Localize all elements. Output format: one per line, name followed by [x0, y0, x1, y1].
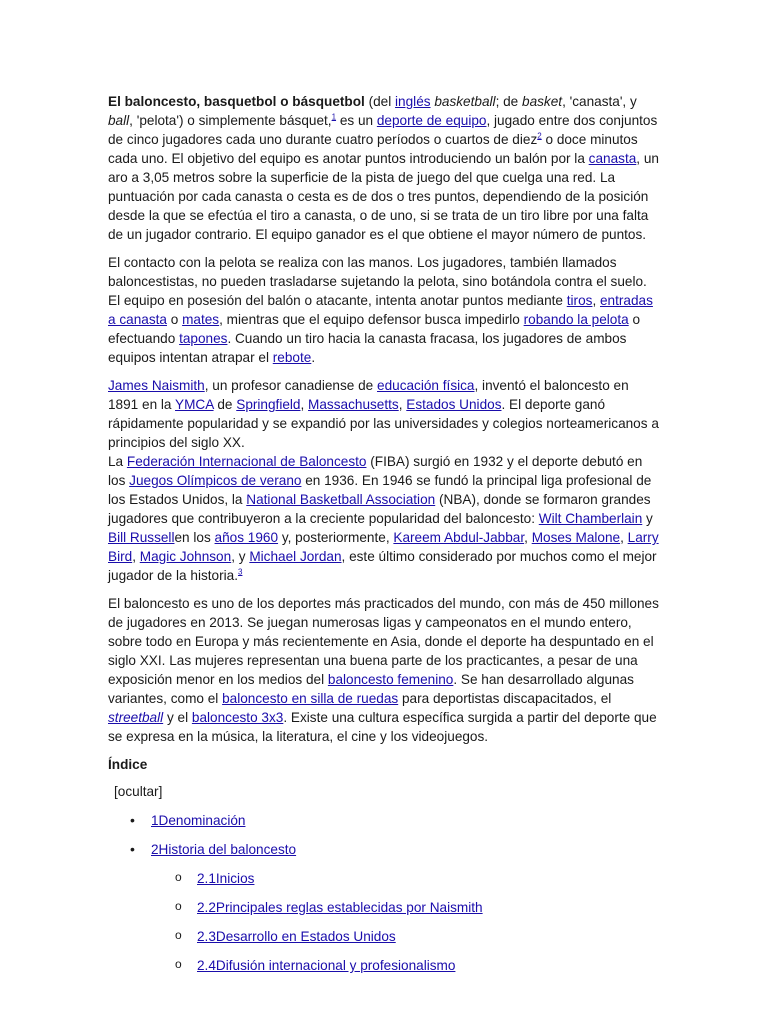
- link-tapones[interactable]: tapones: [179, 331, 228, 346]
- toc-link-inicios[interactable]: 2.1Inicios: [197, 871, 255, 886]
- footnote-3[interactable]: 3: [237, 567, 243, 577]
- toc-subitem: [151, 869, 660, 888]
- toc-hide-toggle[interactable]: [ocultar]: [114, 784, 163, 799]
- link-james-naismith[interactable]: James Naismith: [108, 378, 205, 393]
- link-wilt-chamberlain[interactable]: Wilt Chamberlain: [538, 511, 643, 526]
- link-magic-johnson[interactable]: Magic Johnson: [139, 549, 232, 564]
- link-mates[interactable]: mates: [182, 312, 220, 327]
- toc-title: Índice: [108, 757, 148, 772]
- link-baloncesto-3x3[interactable]: baloncesto 3x3: [191, 710, 284, 725]
- history-paragraph: James Naismith, un profesor canadiense de educación física, inventó el baloncesto en 1891 en la YMCA de Springfield, Massachusetts, Estados Unidos. El deporte ganó rápidamente popularidad y se expandió por las universidades y colegios norteamericanos a principios del siglo XX. La Federación Internacional de Baloncesto (FIBA) surgió en 1932 y el deporte debutó en los Juegos Olímpicos de verano en 1936. En 1946 se fundó la principal liga profesional de los Estados Unidos, la National Basketball Association (NBA), donde se formaron grandes jugadores que contribuyeron a la creciente popularidad del baloncesto: Wilt Chamberlain y Bill Russellen los años 1960 y, posteriormente, Kareem Abdul-Jabbar, Moses Malone, Larry Bird, Magic Johnson, y Michael Jordan, este último considerado por muchos como el mejor jugador de la historia.$^3$: [108, 378, 659, 583]
- link-robando-la-pelota[interactable]: robando la pelota: [523, 312, 629, 327]
- link-rebote[interactable]: rebote: [272, 350, 312, 365]
- link-massachusetts[interactable]: Massachusetts: [308, 397, 399, 412]
- article-body: [108, 92, 660, 985]
- link-ymca[interactable]: YMCA: [175, 397, 214, 412]
- link-tiros[interactable]: tiros: [566, 293, 593, 308]
- toc-sublist: [151, 869, 660, 975]
- rules-paragraph: El contacto con la pelota se realiza con las manos. Los jugadores, también llamados baloncestistas, no pueden trasladarse sujetando la pelota, sino botándola contra el suelo. El equipo en posesión del balón o atacante, intenta anotar puntos mediante tiros, entradas a canasta o mates, mientras que el equipo defensor busca impedirlo robando la pelota o efectuando tapones. Cuando un tiro hacia la canasta fracasa, los jugadores de ambos equipos intentan atrapar el rebote.: [108, 255, 653, 365]
- link-michael-jordan[interactable]: Michael Jordan: [249, 549, 342, 564]
- link-juegos-olimpicos[interactable]: Juegos Olímpicos de verano: [129, 473, 302, 488]
- link-nba[interactable]: National Basketball Association: [246, 492, 436, 507]
- link-estados-unidos[interactable]: Estados Unidos: [406, 397, 502, 412]
- popularity-paragraph: El baloncesto es uno de los deportes más practicados del mundo, con más de 450 millones de jugadores en 2013. Se juegan numerosas ligas y campeonatos en el mundo entero, sobre todo en Europa y más recientemente en Asia, donde el deporte ha despuntado en el siglo XXI. Las mujeres representan una buena parte de los practicantes, a pesar de una exposición menor en los medios del baloncesto femenino. Se han desarrollado algunas variantes, como el baloncesto en silla de ruedas para deportistas discapacitados, el streetball y el baloncesto 3x3. Existe una cultura específica surgida a partir del deporte que se expresa en la música, la literatura, el cine y los videojuegos.: [108, 596, 659, 744]
- link-fiba[interactable]: Federación Internacional de Baloncesto: [126, 454, 367, 469]
- link-canasta[interactable]: canasta: [588, 151, 637, 166]
- toc-subitem: [151, 956, 660, 975]
- link-springfield[interactable]: Springfield: [236, 397, 301, 412]
- toc-item: [108, 840, 660, 975]
- link-baloncesto-femenino[interactable]: baloncesto femenino: [327, 672, 454, 687]
- link-deporte-de-equipo[interactable]: deporte de equipo: [376, 113, 487, 128]
- toc-subitem: [151, 898, 660, 917]
- link-kareem-abdul-jabbar[interactable]: Kareem Abdul-Jabbar: [393, 530, 525, 545]
- link-moses-malone[interactable]: Moses Malone: [531, 530, 621, 545]
- term-bold: El baloncesto, basquetbol o básquetbol: [108, 94, 365, 109]
- footnote-1[interactable]: 1: [331, 112, 337, 122]
- link-educacion-fisica[interactable]: educación física: [377, 378, 475, 393]
- link-bill-russell[interactable]: Bill Russell: [108, 530, 175, 545]
- link-streetball[interactable]: streetball: [108, 710, 164, 725]
- footnote-2[interactable]: 2: [537, 131, 542, 141]
- toc-link-desarrollo[interactable]: 2.3Desarrollo en Estados Unidos: [197, 929, 396, 944]
- toc-link-reglas[interactable]: 2.2Principales reglas establecidas por Naismith: [197, 900, 483, 915]
- intro-paragraph: El baloncesto, basquetbol o básquetbol (del inglés basketball; de basket, 'canasta', y ball, 'pelota') o simplemente básquet,$^1$ es un deporte de equipo, jugado entre dos conjuntos de cinco jugadores cada uno durante cuatro períodos o cuartos de diez$^2$ o doce minutos cada uno. El objetivo del equipo es anotar puntos introduciendo un balón por la canasta, un aro a 3,05 metros sobre la superficie de la pista de juego del que cuelga una red. La puntuación por cada canasta o cesta es de dos o tres puntos, dependiendo de la posición desde la que se efectúa el tiro a canasta, o de uno, si se trata de un tiro libre por una falta de un jugador contrario. El equipo ganador es el que obtiene el mayor número de puntos.: [108, 94, 659, 242]
- toc-link-difusion[interactable]: 2.4Difusión internacional y profesionalismo: [197, 958, 456, 973]
- link-anos-1960[interactable]: años 1960: [214, 530, 279, 545]
- toc-link-historia[interactable]: 2Historia del baloncesto: [151, 842, 297, 857]
- toc-list: [108, 811, 660, 975]
- link-entradas-a-canasta[interactable]: entradas a canasta: [108, 293, 653, 327]
- link-larry-bird[interactable]: Larry Bird: [108, 530, 659, 564]
- link-baloncesto-silla-de-ruedas[interactable]: baloncesto en silla de ruedas: [222, 691, 399, 706]
- toc-subitem: [151, 927, 660, 946]
- link-ingles[interactable]: inglés: [395, 94, 431, 109]
- toc-link-denominacion[interactable]: 1Denominación: [151, 813, 246, 828]
- toc-item: [108, 811, 660, 830]
